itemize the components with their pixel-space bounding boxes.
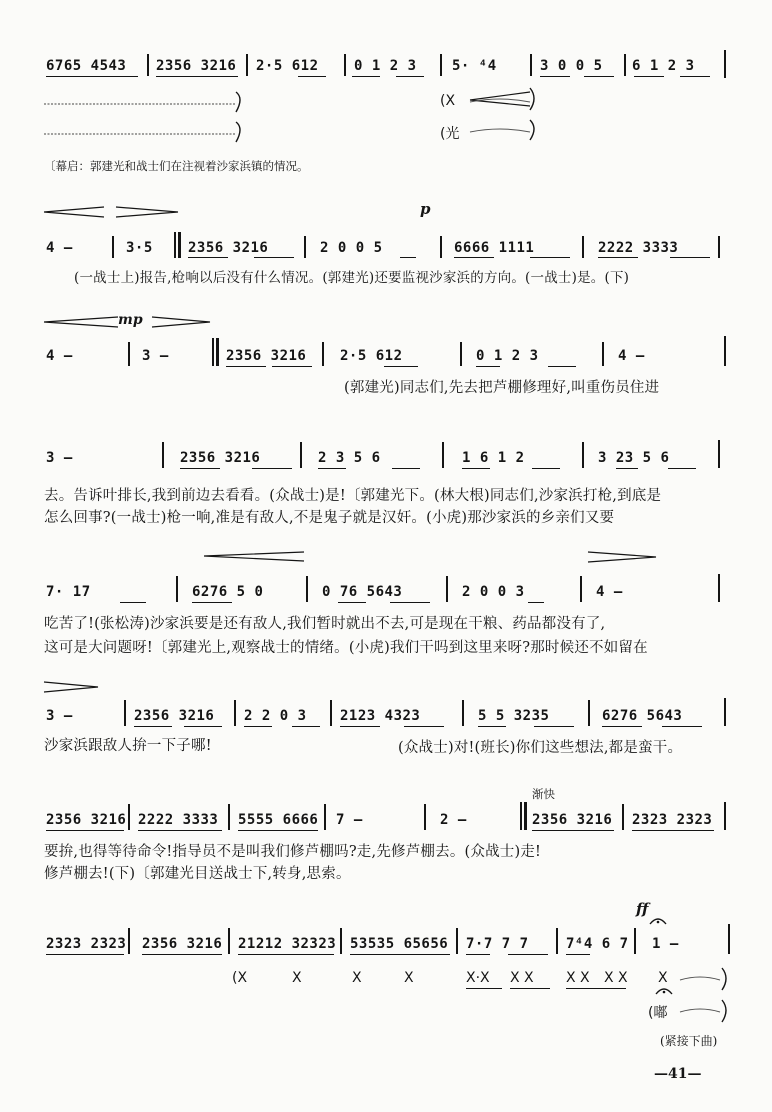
percussion-x: (X xyxy=(232,970,248,986)
underline xyxy=(142,954,222,955)
percussion-du: (嘟 xyxy=(648,1005,668,1021)
measure: 3 — xyxy=(142,348,169,364)
measure: 6 1 2 3 xyxy=(632,58,695,74)
measure: 0 76 5643 xyxy=(322,584,403,600)
measure: 2123 4323 xyxy=(340,708,421,724)
measure: 2222 3333 xyxy=(598,240,679,256)
underline xyxy=(466,988,502,989)
measure: 7 — xyxy=(336,812,363,828)
measure: 0 1 2 3 xyxy=(476,348,539,364)
measure: 3 — xyxy=(46,708,73,724)
measure: 2356 3216 xyxy=(180,450,261,466)
lyric-line: 要拚,也得等待命令!指导员不是叫我们修芦棚吗?走,先修芦棚去。(众战士)走! xyxy=(44,844,542,860)
lyric-line: 修芦棚去!(下)〔郭建光目送战士下,转身,思索。 xyxy=(44,866,351,882)
measure: 2222 3333 xyxy=(138,812,219,828)
barline xyxy=(228,928,230,954)
measure: 7· 17 xyxy=(46,584,91,600)
measure: 2356 3216 xyxy=(188,240,269,256)
measure: 53535 65656 xyxy=(350,936,449,952)
dynamic-p: p xyxy=(420,200,431,218)
measure: 2 0 0 3 xyxy=(462,584,525,600)
percussion-x: X xyxy=(352,970,362,986)
measure: 2·5 612 xyxy=(256,58,319,74)
measure: 0 1 2 3 xyxy=(354,58,417,74)
measure: 7⁴4 6 7 xyxy=(566,936,629,952)
measure: 21212 32323 xyxy=(238,936,337,952)
measure: 4 — xyxy=(618,348,645,364)
measure: 4 — xyxy=(46,240,73,256)
lyric-line: (一战士上)报告,枪响以后没有什么情况。(郭建光)还要监视沙家浜的方向。(一战士)是。(下) xyxy=(74,270,630,286)
measure: 2356 3216 xyxy=(226,348,307,364)
tempo-marking: 渐快 xyxy=(532,787,555,801)
barline xyxy=(128,928,130,954)
barline xyxy=(728,924,730,954)
underline xyxy=(238,954,334,955)
measure: 2356 3216 xyxy=(46,812,127,828)
lyric-line: 这可是大问题呀!〔郭建光上,观察战士的情绪。(小虎)我们干吗到这里来呀?那时候还不如留在 xyxy=(44,640,648,656)
percussion-x: (X xyxy=(440,93,456,109)
measure: 2 2 0 3 xyxy=(244,708,307,724)
percussion-x: X xyxy=(404,970,414,986)
measure: 6666 1111 xyxy=(454,240,535,256)
underline xyxy=(350,954,450,955)
continue-note: (紧接下曲) xyxy=(660,1034,718,1048)
percussion-x: X xyxy=(292,970,302,986)
measure: 3·5 xyxy=(126,240,153,256)
barline xyxy=(456,928,458,954)
measure: 2·5 612 xyxy=(340,348,403,364)
measure: 2356 3216 xyxy=(134,708,215,724)
percussion-x: X X xyxy=(566,970,590,986)
underline xyxy=(566,988,626,989)
measure: 2356 3216 xyxy=(156,58,237,74)
percussion-x: X·X xyxy=(466,970,490,986)
underline xyxy=(510,988,550,989)
lyric-line: 怎么回事?(一战士)枪一响,准是有敌人,不是鬼子就是汉奸。(小虎)那沙家浜的乡亲们又要 xyxy=(44,510,615,526)
measure: 3 0 0 5 xyxy=(540,58,603,74)
measure: 5 5 3235 xyxy=(478,708,550,724)
lyric-line: 去。告诉叶排长,我到前边去看看。(众战士)是!〔郭建光下。(林大根)同志们,沙家浜打枪,到底是 xyxy=(44,488,662,504)
measure: 2356 3216 xyxy=(532,812,613,828)
page-number: —41— xyxy=(654,1066,702,1082)
measure: 6765 4543 xyxy=(46,58,127,74)
underline xyxy=(508,954,548,955)
measure: 3 — xyxy=(46,450,73,466)
measure: 4 — xyxy=(596,584,623,600)
measure: 1 6 1 2 xyxy=(462,450,525,466)
percussion-guang: (光 xyxy=(440,126,460,142)
measure: 2 3 5 6 xyxy=(318,450,381,466)
percussion-x: X xyxy=(658,970,668,986)
measure: 6276 5 0 xyxy=(192,584,264,600)
measure: 3 23 5 6 xyxy=(598,450,670,466)
percussion-x: X X xyxy=(510,970,534,986)
measure: 4 — xyxy=(46,348,73,364)
dynamic-mp: mp xyxy=(118,312,143,328)
dynamic-ff: ff xyxy=(636,900,649,918)
measure: 2 — xyxy=(440,812,467,828)
barline xyxy=(556,928,558,954)
measure: 2356 3216 xyxy=(142,936,223,952)
lyric-line: 沙家浜跟敌人拚一下子哪! xyxy=(44,738,212,754)
lyric-line: (郭建光)同志们,先去把芦棚修理好,叫重伤员住进 xyxy=(344,380,660,396)
barline xyxy=(340,928,342,954)
lyric-line: (众战士)对!(班长)你们这些想法,都是蛮干。 xyxy=(398,740,683,756)
measure: 5555 6666 xyxy=(238,812,319,828)
stage-direction: 〔幕启：郭建光和战士们在注视着沙家浜镇的情况。 xyxy=(44,159,309,173)
measure: 5· ⁴4 xyxy=(452,58,497,74)
percussion-x: X X xyxy=(604,970,628,986)
lyric-line: 吃苦了!(张松涛)沙家浜要是还有敌人,我们暂时就出不去,可是现在干粮、药品都没有了, xyxy=(44,616,606,632)
measure: 2 0 0 5 xyxy=(320,240,383,256)
measure: 7·7 7 7 xyxy=(466,936,529,952)
underline xyxy=(466,954,490,955)
underline xyxy=(46,954,124,955)
underline xyxy=(566,954,590,955)
measure: 1 — xyxy=(652,936,679,952)
barline xyxy=(634,928,636,954)
measure: 2323 2323 xyxy=(632,812,713,828)
measure: 2323 2323 xyxy=(46,936,127,952)
measure: 6276 5643 xyxy=(602,708,683,724)
